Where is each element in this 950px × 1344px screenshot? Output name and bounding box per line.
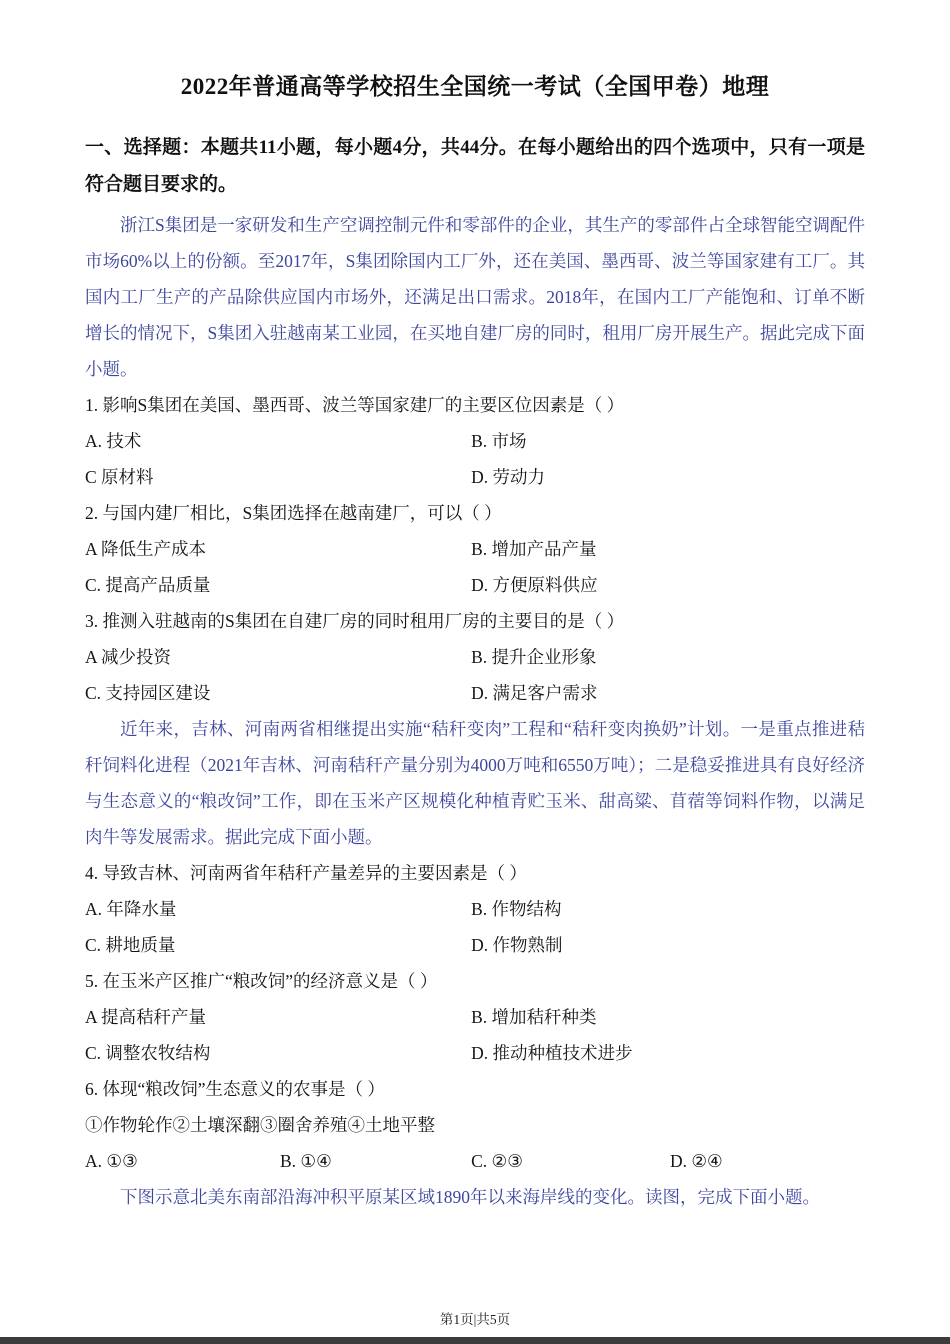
question-1: [85, 387, 865, 495]
question-5-option-b: B. 增加秸秆种类: [471, 1007, 597, 1027]
passage-2: 近年来，吉林、河南两省相继提出实施“秸秆变肉”工程和“秸秆变肉换奶”计划。一是重点推进秸秆饲料化进程（2021年吉林、河南秸秆产量分别为4000万吨和6550万吨）；二是稳妥推进具有良好经济与生态意义的“粮改饲”工作，即在玉米产区规模化种植青贮玉米、甜高粱、苜蓿等饲料作物，以满足肉牛等发展需求。据此完成下面小题。: [85, 719, 865, 847]
question-1-option-a: A. 技术: [85, 431, 142, 451]
question-5: [85, 963, 865, 1071]
question-2-option-c: C. 提高产品质量: [85, 575, 211, 595]
question-1-option-d: D. 劳动力: [471, 467, 545, 487]
question-6-option-d: D. ②④: [669, 1151, 723, 1171]
question-4-option-c: C. 耕地质量: [85, 935, 176, 955]
question-1-option-c: C 原材料: [85, 467, 154, 487]
page-footer: 第1页|共5页: [439, 1312, 511, 1327]
question-4-option-d: D. 作物熟制: [471, 935, 563, 955]
question-5-stem: 5. 在玉米产区推广“粮改饲”的经济意义是（ ）: [85, 971, 438, 991]
question-2: [85, 495, 865, 603]
question-4-option-a: A. 年降水量: [85, 899, 177, 919]
question-1-options: [85, 423, 865, 495]
question-3-option-b: B. 提升企业形象: [471, 647, 597, 667]
passage-3: 下图示意北美东南部沿海冲积平原某区域1890年以来海岸线的变化。读图，完成下面小题。: [120, 1187, 820, 1207]
question-3-options: [85, 639, 865, 711]
section-header: 一、选择题：本题共11小题，每小题4分，共44分。在每小题给出的四个选项中，只有一项是符合题目要求的。: [85, 137, 865, 195]
question-3-option-c: C. 支持园区建设: [85, 683, 211, 703]
question-5-option-a: A 提高秸秆产量: [85, 1007, 207, 1027]
question-2-option-b: B. 增加产品产量: [471, 539, 597, 559]
question-2-option-a: A 降低生产成本: [85, 539, 207, 559]
question-6-stem: 6. 体现“粮改饲”生态意义的农事是（ ）: [85, 1079, 385, 1099]
question-1-option-b: B. 市场: [471, 431, 527, 451]
question-4-stem: 4. 导致吉林、河南两省年秸秆产量差异的主要因素是（ ）: [85, 863, 527, 883]
question-6-options: [85, 1143, 865, 1179]
question-6: [85, 1071, 865, 1179]
question-3-stem: 3. 推测入驻越南的S集团在自建厂房的同时租用厂房的主要目的是（ ）: [85, 611, 625, 631]
page-title: 2022年普通高等学校招生全国统一考试（全国甲卷）地理: [180, 74, 770, 99]
question-2-options: [85, 531, 865, 603]
passage-1: 浙江S集团是一家研发和生产空调控制元件和零部件的企业，其生产的零部件占全球智能空调配件市场60%以上的份额。至2017年，S集团除国内工厂外，还在美国、墨西哥、波兰等国家建有工厂。其国内工厂生产的产品除供应国内市场外，还满足出口需求。2018年，在国内工厂产能饱和、订单不断增长的情况下，S集团入驻越南某工业园，在买地自建厂房的同时，租用厂房开展生产。据此完成下面小题。: [85, 215, 865, 379]
question-6-option-c: C. ②③: [471, 1151, 523, 1171]
question-2-option-d: D. 方便原料供应: [471, 575, 598, 595]
question-1-stem: 1. 影响S集团在美国、墨西哥、波兰等国家建厂的主要区位因素是（ ）: [85, 395, 625, 415]
bottom-edge-bar: [0, 1337, 950, 1344]
question-6-items: ①作物轮作②土壤深翻③圈舍养殖④土地平整: [85, 1115, 435, 1135]
question-5-option-c: C. 调整农牧结构: [85, 1043, 211, 1063]
question-4-options: [85, 891, 865, 963]
question-3-option-d: D. 满足客户需求: [471, 683, 598, 703]
question-3: [85, 603, 865, 711]
question-2-stem: 2. 与国内建厂相比，S集团选择在越南建厂，可以（ ）: [85, 503, 502, 523]
question-5-options: [85, 999, 865, 1071]
question-6-option-a: A. ①③: [85, 1151, 138, 1171]
question-3-option-a: A 减少投资: [85, 647, 172, 667]
question-5-option-d: D. 推动种植技术进步: [471, 1043, 633, 1063]
question-4: [85, 855, 865, 963]
question-6-option-b: B. ①④: [280, 1151, 332, 1171]
question-4-option-b: B. 作物结构: [471, 899, 562, 919]
